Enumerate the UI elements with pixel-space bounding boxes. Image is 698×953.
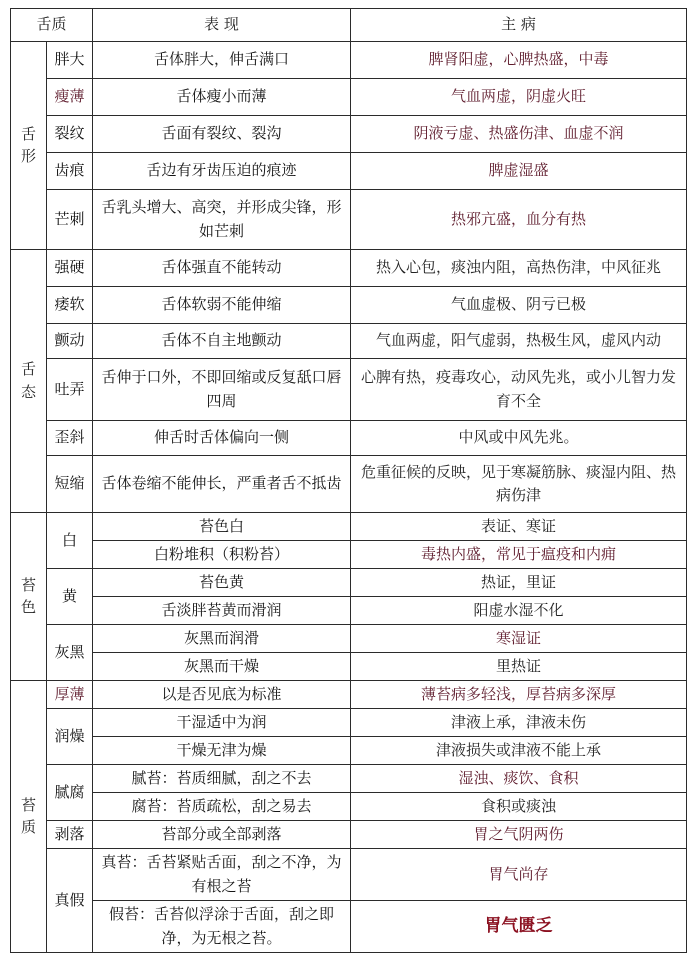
table-row xyxy=(11,116,687,153)
subcategory-cell: 润燥 xyxy=(47,709,93,765)
disease-cell: 热证，里证 xyxy=(351,569,687,597)
subcategory-cell: 白 xyxy=(47,513,93,569)
disease-cell: 津液损失或津液不能上承 xyxy=(351,737,687,765)
subcategory-cell: 强硬 xyxy=(47,250,93,287)
table-row xyxy=(11,597,687,625)
subcategory-cell: 颤动 xyxy=(47,324,93,359)
subcategory-cell: 齿痕 xyxy=(47,153,93,190)
table-row xyxy=(11,709,687,737)
table-row xyxy=(11,513,687,541)
subcategory-cell: 歪斜 xyxy=(47,421,93,456)
category-label: 苔质 xyxy=(21,795,37,837)
disease-cell: 热邪亢盛，血分有热 xyxy=(351,190,687,250)
manifestation-cell: 腐苔：苔质疏松，刮之易去 xyxy=(93,793,351,821)
subcategory-cell: 黄 xyxy=(47,569,93,625)
table-row xyxy=(11,153,687,190)
disease-cell: 胃气尚存 xyxy=(351,849,687,901)
manifestation-cell: 苔色黄 xyxy=(93,569,351,597)
subcategory-cell: 灰黑 xyxy=(47,625,93,681)
tongue-diagnosis-table xyxy=(10,8,687,953)
table-row xyxy=(11,821,687,849)
manifestation-cell: 灰黑而干燥 xyxy=(93,653,351,681)
category-cell xyxy=(11,250,47,513)
table-row xyxy=(11,625,687,653)
table-row xyxy=(11,681,687,709)
disease-cell: 表证、寒证 xyxy=(351,513,687,541)
manifestation-cell: 干湿适中为润 xyxy=(93,709,351,737)
table-row xyxy=(11,287,687,324)
subcategory-cell: 短缩 xyxy=(47,456,93,513)
table-row xyxy=(11,849,687,901)
subcategory-cell: 剥落 xyxy=(47,821,93,849)
disease-cell: 气血虚极、阴亏已极 xyxy=(351,287,687,324)
disease-cell: 阴液亏虚、热盛伤津、血虚不润 xyxy=(351,116,687,153)
disease-cell: 脾肾阳虚，心脾热盛，中毒 xyxy=(351,42,687,79)
subcategory-cell: 裂纹 xyxy=(47,116,93,153)
manifestation-cell: 舌面有裂纹、裂沟 xyxy=(93,116,351,153)
disease-cell: 薄苔病多轻浅，厚苔病多深厚 xyxy=(351,681,687,709)
manifestation-cell: 假苔：舌苔似浮涂于舌面，刮之即净，为无根之苔。 xyxy=(93,901,351,953)
disease-cell: 中风或中风先兆。 xyxy=(351,421,687,456)
disease-cell: 胃之气阴两伤 xyxy=(351,821,687,849)
subcategory-cell: 真假 xyxy=(47,849,93,953)
category-label: 苔色 xyxy=(21,575,37,617)
table-row xyxy=(11,421,687,456)
table-row xyxy=(11,359,687,421)
manifestation-cell: 真苔：舌苔紧贴舌面，刮之不净，为有根之苔 xyxy=(93,849,351,901)
disease-cell: 阳虚水湿不化 xyxy=(351,597,687,625)
manifestation-cell: 舌乳头增大、高突，并形成尖锋，形如芒刺 xyxy=(93,190,351,250)
manifestation-cell: 灰黑而润滑 xyxy=(93,625,351,653)
manifestation-cell: 以是否见底为标准 xyxy=(93,681,351,709)
manifestation-cell: 干燥无津为燥 xyxy=(93,737,351,765)
manifestation-cell: 舌体不自主地颤动 xyxy=(93,324,351,359)
disease-cell: 食积或痰浊 xyxy=(351,793,687,821)
table-row xyxy=(11,42,687,79)
disease-cell: 湿浊、痰饮、食积 xyxy=(351,765,687,793)
manifestation-cell: 舌淡胖苔黄而滑润 xyxy=(93,597,351,625)
manifestation-cell: 苔部分或全部剥落 xyxy=(93,821,351,849)
disease-cell: 津液上承，津液未伤 xyxy=(351,709,687,737)
manifestation-cell: 舌体强直不能转动 xyxy=(93,250,351,287)
category-cell xyxy=(11,513,47,681)
manifestation-cell: 腻苔：苔质细腻，刮之不去 xyxy=(93,765,351,793)
table-row xyxy=(11,737,687,765)
disease-cell: 热入心包，痰浊内阻，高热伤津，中风征兆 xyxy=(351,250,687,287)
manifestation-cell: 舌伸于口外，不即回缩或反复舐口唇四周 xyxy=(93,359,351,421)
disease-cell: 里热证 xyxy=(351,653,687,681)
header-manifestation: 表 现 xyxy=(93,9,351,42)
table-row xyxy=(11,793,687,821)
category-label: 舌形 xyxy=(21,124,37,166)
manifestation-cell: 舌体胖大，伸舌满口 xyxy=(93,42,351,79)
subcategory-cell: 厚薄 xyxy=(47,681,93,709)
manifestation-cell: 白粉堆积（积粉苔） xyxy=(93,541,351,569)
subcategory-cell: 腻腐 xyxy=(47,765,93,821)
manifestation-cell: 舌边有牙齿压迫的痕迹 xyxy=(93,153,351,190)
manifestation-cell: 舌体软弱不能伸缩 xyxy=(93,287,351,324)
header-main-disease: 主 病 xyxy=(351,9,687,42)
manifestation-cell: 舌体瘦小而薄 xyxy=(93,79,351,116)
disease-cell: 心脾有热，疫毒攻心，动风先兆，或小儿智力发育不全 xyxy=(351,359,687,421)
subcategory-cell: 痿软 xyxy=(47,287,93,324)
subcategory-cell: 芒刺 xyxy=(47,190,93,250)
subcategory-cell: 瘦薄 xyxy=(47,79,93,116)
disease-cell: 危重征候的反映，见于寒凝筋脉、痰湿内阻、热病伤津 xyxy=(351,456,687,513)
table-row xyxy=(11,569,687,597)
table-row xyxy=(11,901,687,953)
disease-cell: 毒热内盛，常见于瘟疫和内痈 xyxy=(351,541,687,569)
table-row xyxy=(11,456,687,513)
table-row xyxy=(11,324,687,359)
manifestation-cell: 舌体卷缩不能伸长，严重者舌不抵齿 xyxy=(93,456,351,513)
table-row xyxy=(11,653,687,681)
header-row xyxy=(11,9,687,42)
table-row xyxy=(11,79,687,116)
disease-cell: 气血两虚，阳气虚弱，热极生风，虚风内动 xyxy=(351,324,687,359)
table-row xyxy=(11,541,687,569)
manifestation-cell: 伸舌时舌体偏向一侧 xyxy=(93,421,351,456)
category-label: 舌态 xyxy=(21,360,37,401)
table-row xyxy=(11,250,687,287)
disease-cell: 寒湿证 xyxy=(351,625,687,653)
category-cell xyxy=(11,681,47,953)
category-cell xyxy=(11,42,47,250)
header-tongue-quality: 舌质 xyxy=(11,9,93,42)
subcategory-cell: 胖大 xyxy=(47,42,93,79)
disease-cell: 脾虚湿盛 xyxy=(351,153,687,190)
table-row xyxy=(11,190,687,250)
subcategory-cell: 吐弄 xyxy=(47,359,93,421)
table-row xyxy=(11,765,687,793)
manifestation-cell: 苔色白 xyxy=(93,513,351,541)
disease-cell: 气血两虚，阴虚火旺 xyxy=(351,79,687,116)
disease-cell: 胃气匮乏 xyxy=(351,901,687,953)
